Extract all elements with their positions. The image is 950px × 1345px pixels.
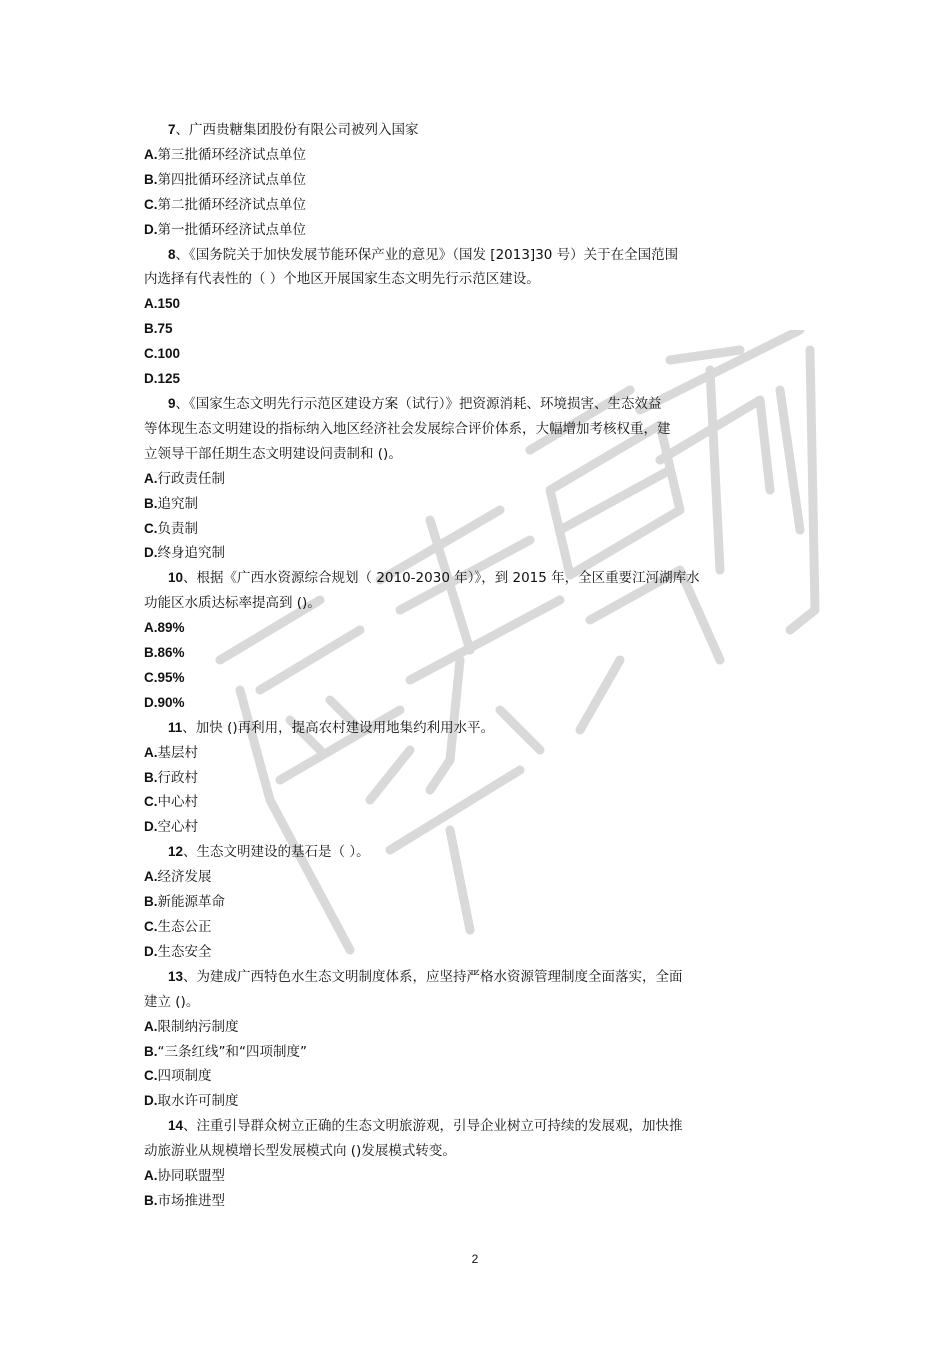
question-line: 、根据《广西水资源综合规划（ 2010-2030 年）》，到 2015 年，全区重要江河湖库水 <box>183 570 700 587</box>
option-label: C. <box>144 1068 158 1084</box>
option-label: C. <box>144 669 158 685</box>
option-c <box>144 193 794 218</box>
option-d <box>144 1089 794 1114</box>
option-text: 86% <box>157 645 185 661</box>
option-label: A. <box>144 146 158 162</box>
option-text: 75 <box>157 321 173 337</box>
option-text: 90% <box>157 694 185 710</box>
option-text: 市场推进型 <box>157 1192 225 1209</box>
question-line: 、《国家生态文明先行示范区建设方案（试行）》把资源消耗、环境损害、生态效益 <box>175 395 662 412</box>
question-number: 14 <box>168 1118 184 1134</box>
option-c <box>144 790 794 815</box>
question-stem <box>144 118 794 143</box>
question-line: 、生态文明建设的基石是（ ）。 <box>183 844 370 861</box>
question-8 <box>144 243 794 392</box>
option-b <box>144 317 794 342</box>
option-text: 第二批循环经济试点单位 <box>157 196 306 213</box>
option-a <box>144 292 794 317</box>
option-c <box>144 1064 794 1089</box>
option-d <box>144 367 794 392</box>
option-text: 限制纳污制度 <box>157 1018 239 1035</box>
option-b <box>144 1040 794 1065</box>
option-a <box>144 616 794 641</box>
option-label: A. <box>144 869 158 885</box>
option-text: 追究制 <box>157 495 198 512</box>
question-line: 等体现生态文明建设的指标纳入地区经济社会发展综合评价体系，大幅增加考核权重，建 <box>144 420 671 437</box>
option-label: A. <box>144 296 158 312</box>
question-stem <box>144 716 794 741</box>
option-label: B. <box>144 495 158 511</box>
question-number: 12 <box>168 844 184 860</box>
question-stem <box>144 243 794 268</box>
option-b <box>144 890 794 915</box>
option-b <box>144 1189 794 1214</box>
option-label: D. <box>144 943 158 959</box>
option-a <box>144 143 794 168</box>
question-list <box>144 118 794 1214</box>
question-12 <box>144 840 794 965</box>
question-stem <box>144 840 794 865</box>
option-c <box>144 666 794 691</box>
page-number: 2 <box>471 1252 479 1266</box>
option-d <box>144 218 794 243</box>
option-text: 负责制 <box>157 520 198 537</box>
option-label: D. <box>144 819 158 835</box>
option-text: 经济发展 <box>157 869 212 886</box>
question-13 <box>144 965 794 1114</box>
option-label: C. <box>144 196 158 212</box>
question-line: 、注重引导群众树立正确的生态文明旅游观，引导企业树立可持续的发展观，加快推 <box>183 1118 683 1135</box>
option-label: D. <box>144 694 158 710</box>
option-label: C. <box>144 794 158 810</box>
option-text: 基层村 <box>157 744 198 761</box>
question-10 <box>144 566 794 715</box>
option-label: D. <box>144 221 158 237</box>
option-text: 第三批循环经济试点单位 <box>157 146 306 163</box>
option-label: B. <box>144 171 158 187</box>
question-line: 、广西贵糖集团股份有限公司被列入国家 <box>175 122 419 138</box>
option-label: C. <box>144 346 158 362</box>
option-text: 第四批循环经济试点单位 <box>157 171 306 188</box>
question-number: 13 <box>168 968 184 984</box>
option-label: A. <box>144 620 158 636</box>
option-text: 生态公正 <box>157 919 212 935</box>
question-number: 7 <box>168 122 176 137</box>
option-text: 终身追究制 <box>157 545 225 562</box>
option-b <box>144 766 794 791</box>
question-11 <box>144 716 794 841</box>
question-line: 、《国务院关于加快发展节能环保产业的意见》（国发 [2013]30 号）关于在全国范围 <box>175 246 679 263</box>
option-label: A. <box>144 1018 158 1034</box>
option-text: 89% <box>157 620 185 636</box>
option-label: C. <box>144 919 158 934</box>
option-label: A. <box>144 470 158 486</box>
option-text: 新能源革命 <box>157 894 225 911</box>
option-text: 150 <box>157 296 181 312</box>
option-label: C. <box>144 520 158 536</box>
question-stem <box>144 566 794 591</box>
question-line: 建立 ()。 <box>144 993 200 1010</box>
option-text: 行政村 <box>157 769 198 786</box>
question-line: 内选择有代表性的（ ）个地区开展国家生态文明先行示范区建设。 <box>144 271 540 288</box>
question-line: 功能区水质达标率提高到 ()。 <box>144 595 321 612</box>
question-number: 11 <box>168 719 183 735</box>
option-b <box>144 492 794 517</box>
option-a <box>144 865 794 890</box>
question-line: 动旅游业从规模增长型发展模式向 ()发展模式转变。 <box>144 1143 456 1160</box>
question-14 <box>144 1114 794 1214</box>
option-text: 空心村 <box>157 819 198 836</box>
option-label: D. <box>144 545 158 561</box>
question-line: 、加快 ()再利用，提高农村建设用地集约利用水平。 <box>182 719 495 736</box>
option-label: B. <box>144 1192 158 1208</box>
option-text: 行政责任制 <box>157 470 225 487</box>
option-text: 取水许可制度 <box>157 1093 239 1110</box>
option-label: B. <box>144 1043 158 1059</box>
question-9 <box>144 392 794 566</box>
option-a <box>144 1015 794 1040</box>
option-d <box>144 940 794 965</box>
option-text: 95% <box>157 669 185 685</box>
option-label: D. <box>144 1093 158 1109</box>
question-line: 、为建成广西特色水生态文明制度体系，应坚持严格水资源管理制度全面落实，全面 <box>183 968 683 985</box>
option-d <box>144 541 794 566</box>
option-text: 协同联盟型 <box>157 1168 225 1185</box>
option-label: B. <box>144 645 158 661</box>
option-label: B. <box>144 769 158 785</box>
question-line: 立领导干部任期生态文明建设问责制和 ()。 <box>144 445 402 462</box>
question-7 <box>144 118 794 243</box>
option-c <box>144 517 794 542</box>
question-number: 8 <box>168 246 176 262</box>
option-b <box>144 168 794 193</box>
option-text: 第一批循环经济试点单位 <box>157 221 306 238</box>
option-c <box>144 915 794 940</box>
question-stem <box>144 1114 794 1139</box>
option-a <box>144 741 794 766</box>
question-stem <box>144 392 794 417</box>
option-b <box>144 641 794 666</box>
option-text: 100 <box>157 346 181 362</box>
option-text: “三条红线”和“四项制度” <box>157 1043 307 1060</box>
option-label: B. <box>144 894 158 910</box>
option-text: 生态安全 <box>157 943 212 960</box>
option-d <box>144 815 794 840</box>
option-text: 125 <box>157 371 181 387</box>
option-c <box>144 342 794 367</box>
option-label: A. <box>144 744 158 760</box>
option-label: D. <box>144 371 158 387</box>
option-text: 四项制度 <box>157 1068 212 1085</box>
question-stem <box>144 965 794 990</box>
option-label: B. <box>144 321 158 337</box>
option-d <box>144 691 794 716</box>
option-text: 中心村 <box>157 794 198 811</box>
question-number: 9 <box>168 395 176 411</box>
option-label: A. <box>144 1168 158 1184</box>
option-a <box>144 1164 794 1189</box>
option-a <box>144 467 794 492</box>
question-number: 10 <box>168 570 184 586</box>
